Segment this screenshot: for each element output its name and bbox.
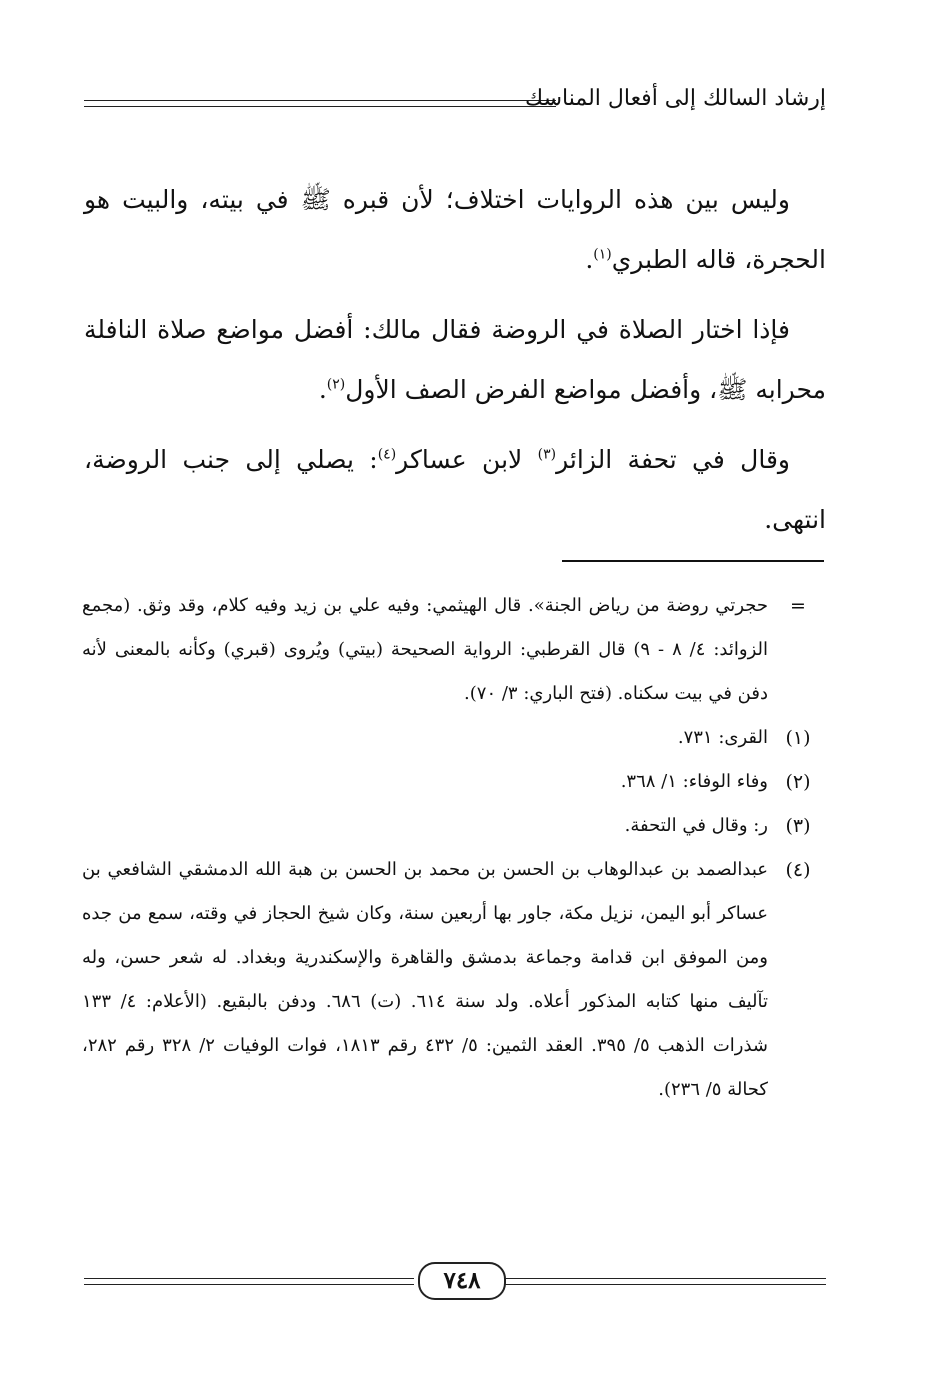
footnote-1 [82,716,828,760]
footnote-ref-1: (١) [593,246,612,263]
paragraph-2-end: . [318,375,327,404]
paragraph-2-text: فإذا اختار الصلاة في الروضة فقال مالك: أفضل مواضع صلاة النافلة محرابه ﷺ، وأفضل مواضع الفرض الصف الأول [84,315,826,404]
footnote-4 [82,848,828,1112]
footnote-ref-2: (٢) [326,376,346,393]
footnote-ref-3: (٣) [537,446,557,463]
main-text [84,170,826,550]
footnote-text: وفاء الوفاء: ١/ ٣٦٨. [620,771,768,792]
page-number: ٧٤٨ [418,1262,506,1300]
header-double-rule [84,100,556,107]
footnote-marker: (٢) [785,771,811,793]
footer-rule-right [500,1278,826,1285]
footnote-text: ر: وقال في التحفة. [624,815,768,836]
footnote-separator [562,560,824,562]
running-header [84,84,826,124]
paragraph-3-text-a: وقال في تحفة الزائر [556,445,790,474]
paragraph-2 [84,300,826,420]
footer-rule-left [84,1278,414,1285]
footnote-ref-4: (٤) [377,446,397,463]
paragraph-1 [84,170,826,290]
paragraph-1-end: . [585,245,594,274]
book-title: إرشاد السالك إلى أفعال المناسك [525,86,826,111]
footnote-marker: = [790,595,806,617]
footnote-marker: (٤) [785,859,811,881]
paragraph-3 [84,430,826,550]
footnote-2 [82,760,828,804]
footnotes [82,584,828,1112]
page-footer [84,1264,826,1304]
footnote-text: عبدالصمد بن عبدالوهاب بن الحسن بن محمد بن الحسن بن هبة الله الدمشقي الشافعي بن عساكر أبو اليمن، نزيل مكة، جاور بها أربعين سنة، وكان شيخ الحجاز في وقته، سمع من جده ومن الموفق ابن قدامة وجماعة بدمشق والقاهرة والإسكندرية وبغداد. له شعر حسن، وله تآليف منها كتابه المذكور أعلاه. ولد سنة ٦١٤. (ت) ٦٨٦. ودفن بالبقيع. (الأعلام: ٤/ ١٣٣ شذرات الذهب ٥/ ٣٩٥. العقد الثمين: ٥/ ٤٣٢ رقم ١٨١٣، فوات الوفيات ٢/ ٣٢٨ رقم ٢٨٢، كحالة ٥/ ٢٣٦). [82,859,769,1100]
footnote-3 [82,804,828,848]
footnote-text: القرى: ٧٣١. [677,727,768,748]
footnote-marker: (٣) [785,815,811,837]
footnote-marker: (١) [785,727,811,749]
paragraph-3-text-c: : يصلي إلى جنب الروضة، انتهى. [84,445,826,534]
footnote-text: حجرتي روضة من رياض الجنة». قال الهيثمي: وفيه علي بن زيد وفيه كلام، وقد وثق. (مجمع الزوائد: ٤/ ٨ - ٩) قال القرطبي: الرواية الصحيحة (بيتي) ويُروى (قبري) وكأنه بالمعنى لأنه دفن في بيت سكناه. (فتح الباري: ٣/ ٧٠). [82,595,768,704]
footnote-continued [82,584,828,716]
paragraph-1-text: وليس بين هذه الروايات اختلاف؛ لأن قبره ﷺ في بيته، والبيت هو الحجرة، قاله الطبري [84,185,826,274]
paragraph-3-text-b: لابن عساكر [396,445,538,474]
